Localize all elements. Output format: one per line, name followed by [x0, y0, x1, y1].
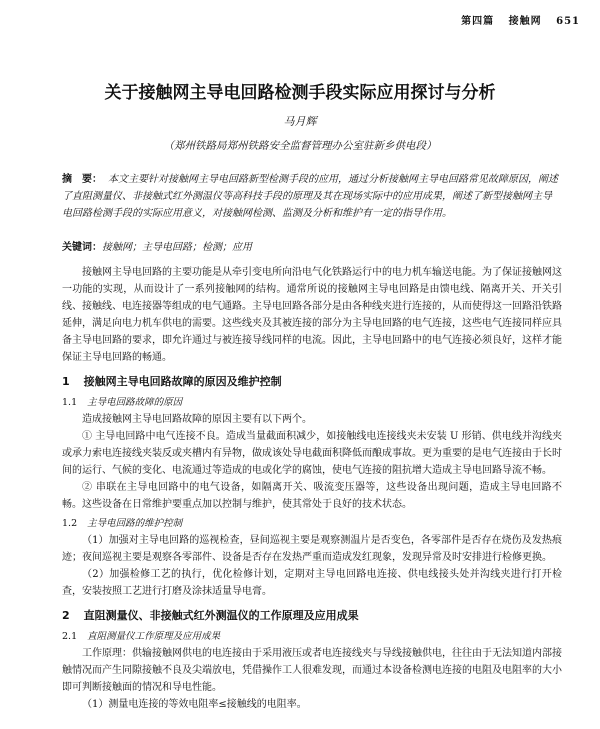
abstract-text: 本文主要针对接触网主导电回路新型检测手段的应用，通过分析接触网主导电回路常见故障原因，阐述了直阻测量仪、非接触式红外测温仪等高科技手段的原理及其在现场实际中的应用成果，阐述了新型接触网主导电回路检测手段的实际应用意义，对接触网检测、监测及分析和维护有一定的指导作用。 — [62, 174, 558, 219]
abstract-label: 摘 要： — [62, 174, 102, 185]
section-1-1-title: 主导电回路故障的原因 — [87, 397, 183, 408]
section-1-heading — [62, 373, 562, 390]
paper-body — [62, 264, 562, 713]
section-2-1-paragraph-2: （1）测量电连接的等效电阻率≤接触线的电阻率。 — [82, 699, 307, 710]
intro-paragraph: 接触网主导电回路的主要功能是从牵引变电所向沿电气化铁路运行中的电力机车输送电能。为了保证接触网这一功能的实现，从而设计了一系列接触网的结构。通常所说的接触网主导电回路是由馈电线、隔离开关、开关引线、接触线、电连接器等组成的电气通路。主导电回路各部分是由各种线夹进行连接的，从而使得这一回路沿铁路延伸，满足向电力机车供电的需要。这些线夹及其被连接的部分为主导电回路的电气连接，这些电气连接同样应具备主导电回路的要求，即允许通过与被连接导线同样的电流。因此，主导电回路中的电气连接必须良好，这样才能保证主导电回路的畅通。 — [62, 267, 562, 363]
keywords-text: 接触网；主导电回路；检测；应用 — [102, 242, 252, 253]
section-2-1-number: 2.1 — [62, 631, 78, 642]
section-2-number: 2 — [62, 609, 70, 622]
section-2-heading — [62, 607, 562, 624]
section-1-2-paragraph-2: （2）加强检修工艺的执行，优化检修计划，定期对主导电回路电连接、供电线接头处并沟线夹进行打开检查，安装按照工艺进行打磨及涂抹适量导电膏。 — [62, 569, 562, 597]
section-1-2-title: 主导电回路的维护控制 — [87, 518, 183, 529]
abstract — [62, 171, 558, 222]
section-1-1-lead: 造成接触网主导电回路故障的原因主要有以下两个。 — [82, 414, 312, 425]
section-1-2-paragraph-1: （1）加强对主导电回路的巡视检查，昼间巡视主要是观察测温片是否变色，各零部件是否存在烧伤及发热痕迹；夜间巡视主要是观察各零部件、设备是否存在发热严重而造成发红现象，发现异常及时安排进行检修更换。 — [62, 535, 562, 563]
paper-title: 关于接触网主导电回路检测手段实际应用探讨与分析 — [104, 83, 496, 103]
section-1-1-number: 1.1 — [62, 397, 78, 408]
header-category: 接触网 — [508, 16, 542, 27]
section-2-1-title: 直阻测量仪工作原理及应用成果 — [87, 631, 221, 642]
section-2-1-paragraph-1: 工作原理：供输接触网供电的电连接由于采用液压或者电连接线夹与导线接触供电，往往由于无法知道内部接触情况而产生同隙接触不良及尖端放电，凭借操作工人很难发现，而通过本设备检测电连接的电阻及电阻率的大小即可判断接触面的情况和导电性能。 — [62, 648, 562, 693]
section-2-title: 直阻测量仪、非接触式红外测温仪的工作原理及应用成果 — [83, 609, 359, 622]
section-1-title: 接触网主导电回路故障的原因及维护控制 — [83, 375, 282, 388]
section-1-1-heading — [62, 394, 562, 411]
keywords — [62, 238, 558, 253]
header-page-number: 651 — [556, 16, 580, 27]
section-1-2-number: 1.2 — [62, 518, 78, 529]
running-header — [451, 12, 580, 27]
keywords-label: 关键词： — [62, 242, 102, 253]
section-2-1-heading — [62, 628, 562, 645]
section-1-2-heading — [62, 515, 562, 532]
header-section: 第四篇 — [461, 16, 495, 27]
section-1-1-paragraph-2: ② 串联在主导电回路中的电气设备，如隔离开关、吸流变压器等，这些设备出现问题，造成主导电回路不畅。这些设备在日常维护要重点加以控制与维护，使其常处于良好的技术状态。 — [62, 482, 562, 510]
paper-affiliation: （郑州铁路局郑州铁路安全监督管理办公室驻新乡供电段） — [163, 140, 437, 152]
paper-author: 马月辉 — [283, 115, 317, 128]
section-1-number: 1 — [62, 375, 70, 388]
section-1-1-paragraph-1: ① 主导电回路中电气连接不良。造成当量截面积减少，如接触线电连接线夹未安装 U 形销、供电线并沟线夹或承力索电连接线夹装反或夹槽内有异物，做成该处导电截面积降低而酿成事故。更为重要的是电气连接由于长时间的运行、气候的变化、电流通过等造成的电或化学的腐蚀，使电气连接的阻抗增大造成主导电回路导流不畅。 — [62, 431, 562, 476]
